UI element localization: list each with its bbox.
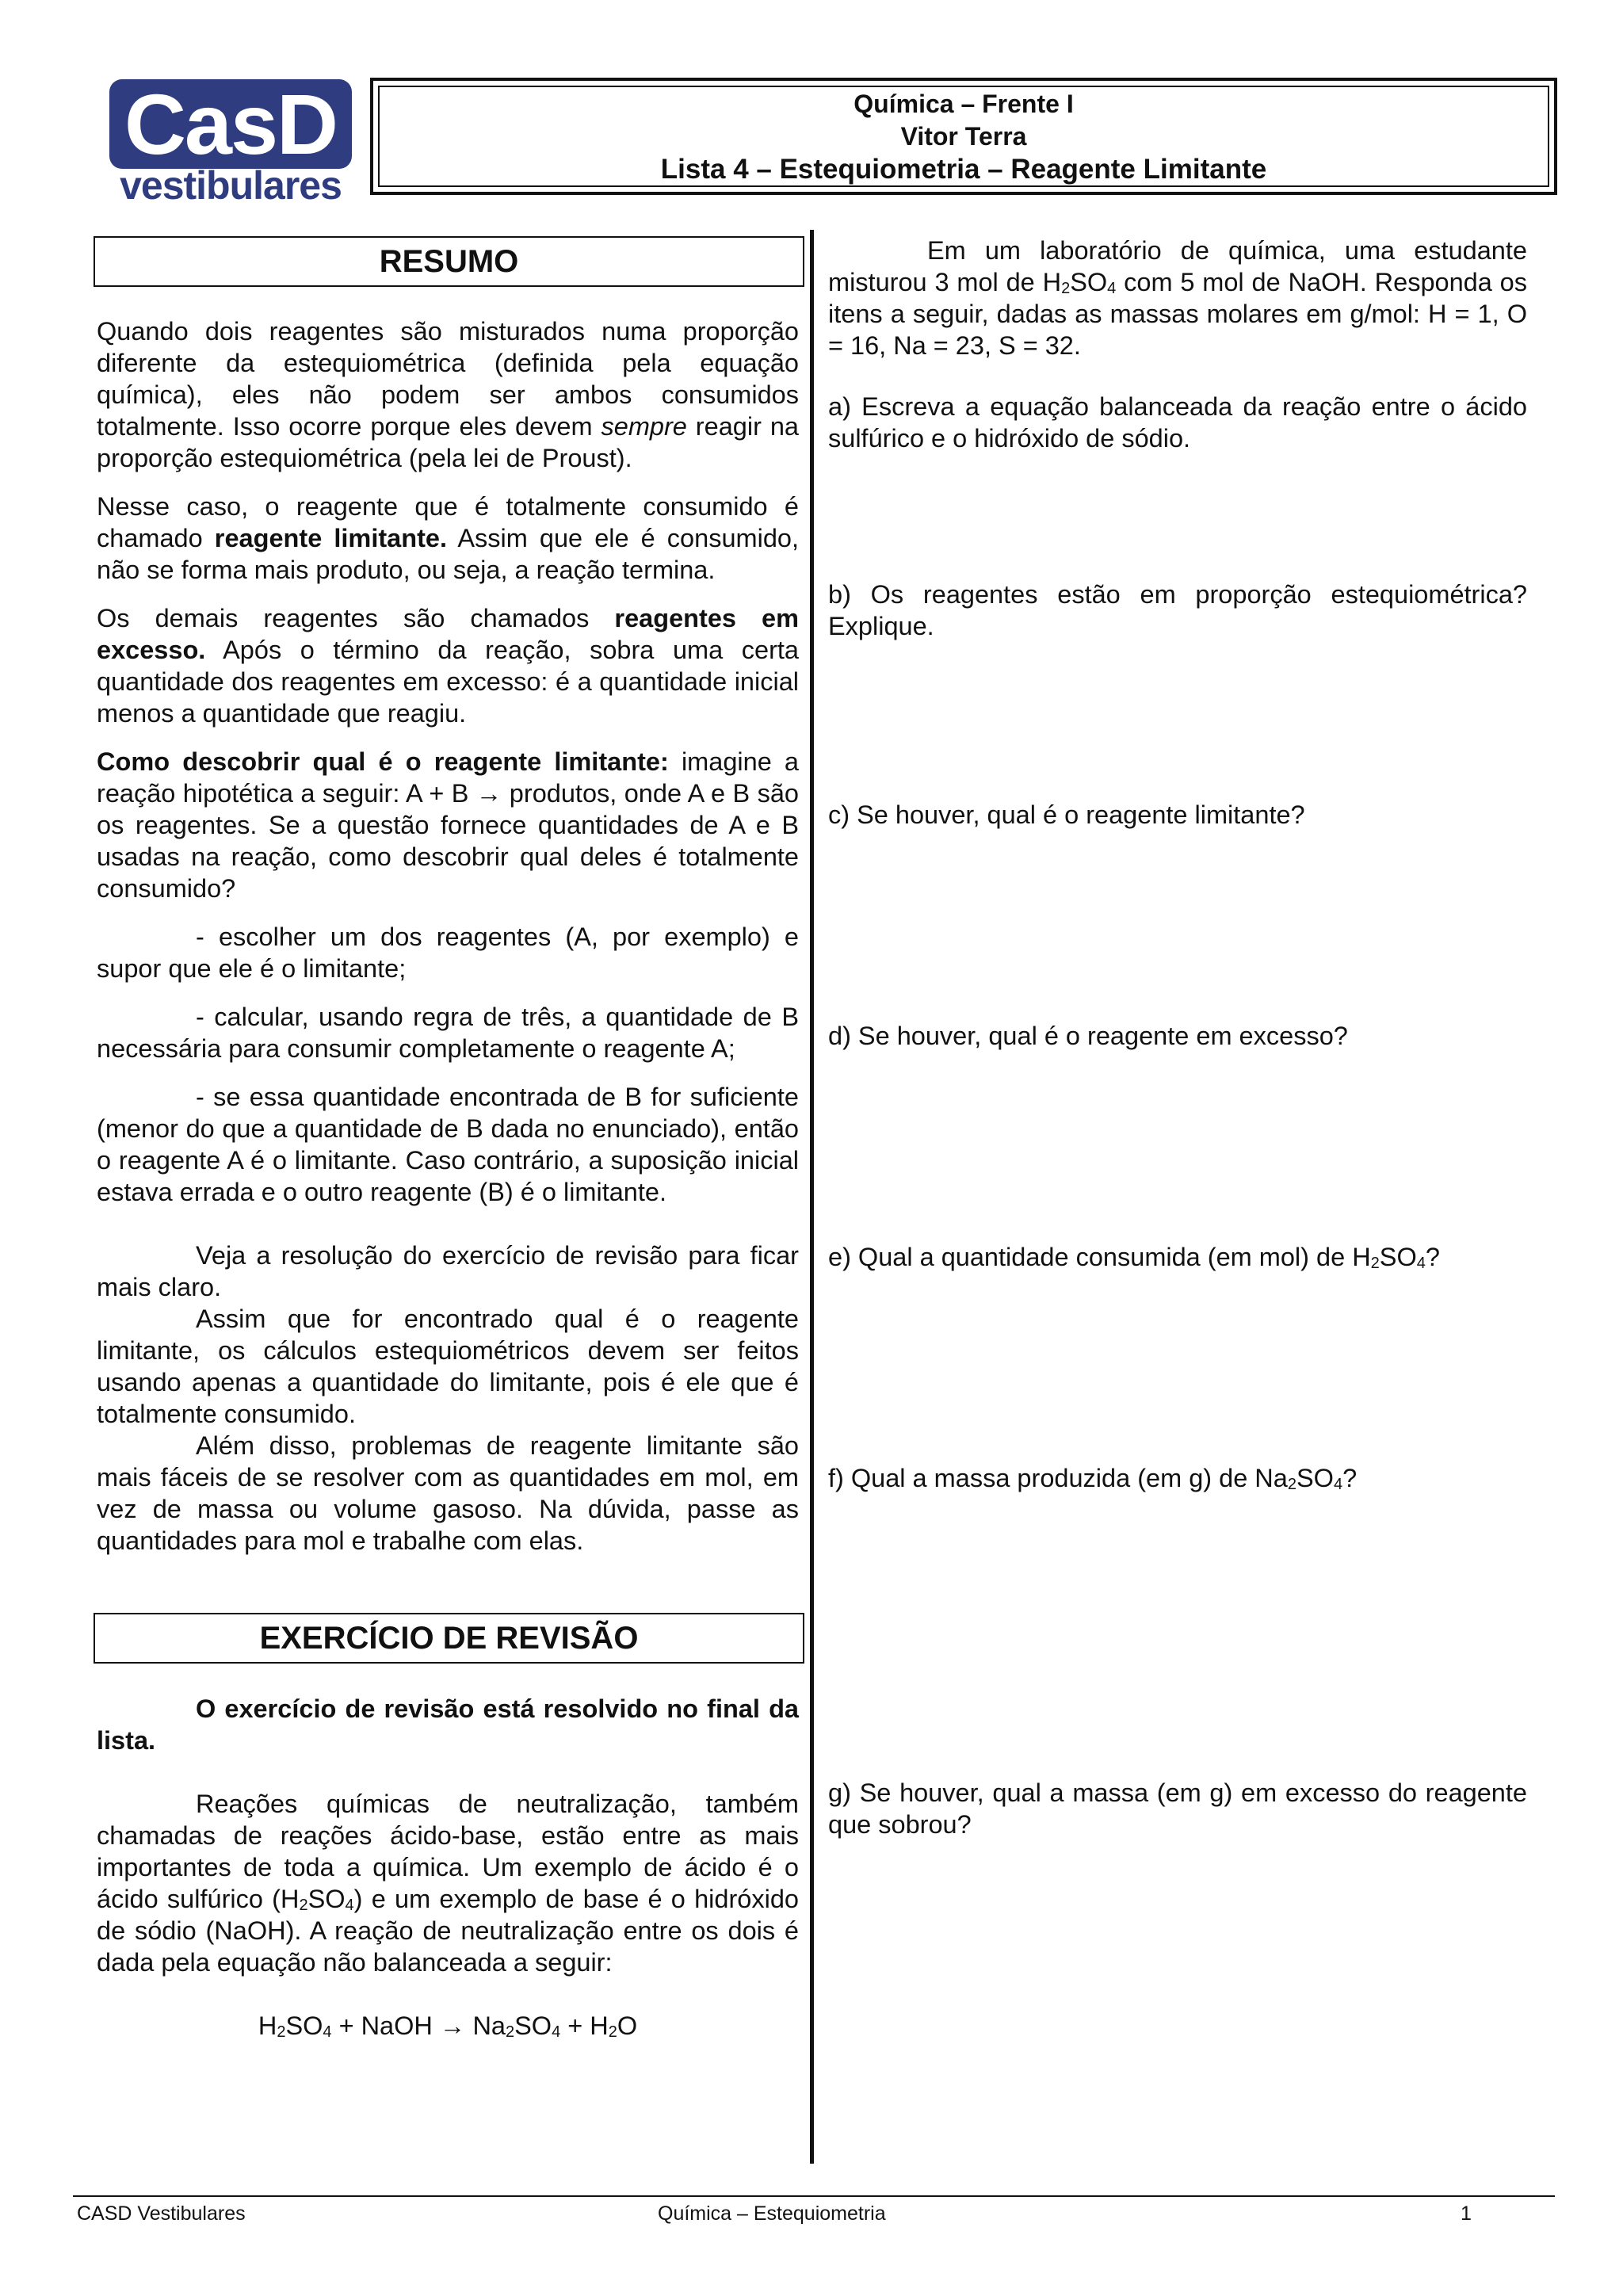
question-f: f) Qual a massa produzida (em g) de $Na_2SO_4$?	[828, 1464, 1358, 1493]
revisao-note: O exercício de revisão está resolvido no final da lista.	[97, 1694, 799, 1755]
footer-left: CASD Vestibulares	[77, 2202, 246, 2225]
resumo-paragraph-3: Os demais reagentes são chamados reagentes em excesso. Após o término da reação, sobra uma certa quantidade dos reagentes em excesso: é a quantidade inicial menos a quantidade que reagiu.	[97, 604, 799, 728]
resumo-paragraph-10: Além disso, problemas de reagente limitante são mais fáceis de se resolver com as quantidades em mol, em vez de massa ou volume gasoso. Na dúvida, passe as quantidades para mol e trabalhe com elas.	[97, 1431, 799, 1555]
revisao-paragraph: Reações químicas de neutralização, também chamadas de reações ácido-base, estão entre as mais importantes de toda a química. Um exemplo de ácido é o ácido sulfúrico $(H_2SO_4)$ e um exemplo de base é o hidróxido de sódio (NaOH). A reação de neutralização entre os dois é dada pela equação não balanceada a seguir:	[97, 1790, 799, 1977]
title-box-inner	[378, 86, 1549, 187]
question-intro: Em um laboratório de química, uma estudante misturou 3 mol de $H_2SO_4$ com 5 mol de NaOH. Responda os itens a seguir, dadas as massas molares em g/mol: H = 1, O = 16, Na = 23, S = 32.	[828, 236, 1527, 360]
resumo-heading-box	[94, 236, 804, 287]
column-divider	[810, 230, 814, 2164]
resumo-step-2: - calcular, usando regra de três, a quantidade de B necessária para consumir completamente o reagente A;	[97, 1003, 799, 1063]
revisao-body	[97, 1693, 799, 2042]
resumo-paragraph-2: Nesse caso, o reagente que é totalmente consumido é chamado reagente limitante. Assim que ele é consumido, não se forma mais produto, ou seja, a reação termina.	[97, 492, 800, 584]
subject-title: Química – Frente I	[854, 89, 1074, 118]
list-title: Lista 4 – Estequiometria – Reagente Limitante	[660, 153, 1267, 185]
resumo-paragraph-4: Como descobrir qual é o reagente limitante: imagine a reação hipotética a seguir: A + B → produtos, onde A e B são os reagentes. Se a questão fornece quantidades de A e B usadas na reação, como descobrir qual deles é totalmente consumido?	[97, 747, 799, 903]
footer-rule	[73, 2195, 1555, 2197]
page-number: 1	[1461, 2202, 1472, 2225]
casd-logo	[109, 76, 352, 208]
resumo-paragraph-8: Veja a resolução do exercício de revisão para ficar mais claro.	[97, 1241, 799, 1301]
resumo-paragraph-1: Quando dois reagentes são misturados numa proporção diferente da estequiométrica (definida pela equação química), eles não podem ser ambos consumidos totalmente. Isso ocorre porque eles devem sempre reagir na proporção estequiométrica (pela lei de Proust).	[97, 317, 799, 472]
revisao-heading: EXERCÍCIO DE REVISÃO	[259, 1621, 639, 1656]
resumo-heading: RESUMO	[379, 244, 519, 279]
title-box	[370, 78, 1557, 195]
question-c: c) Se houver, qual é o reagente limitante?	[828, 800, 1305, 829]
question-e: e) Qual a quantidade consumida (em mol) de $H_2SO_4$?	[828, 1243, 1440, 1272]
question-b: b) Os reagentes estão em proporção estequiométrica? Explique.	[828, 580, 1527, 640]
resumo-step-1: - escolher um dos reagentes (A, por exemplo) e supor que ele é o limitante;	[97, 923, 799, 983]
logo-sub-text: vestibulares	[120, 163, 342, 208]
author-name: Vitor Terra	[900, 121, 1027, 151]
footer-center: Química – Estequiometria	[658, 2202, 886, 2225]
question-a: a) Escreva a equação balanceada da reação entre o ácido sulfúrico e o hidróxido de sódio.	[828, 392, 1527, 453]
resumo-paragraph-9: Assim que for encontrado qual é o reagente limitante, os cálculos estequiométricos devem ser feitos usando apenas a quantidade do limitante, pois é ele que é totalmente consumido.	[97, 1305, 799, 1428]
resumo-body	[97, 315, 799, 1557]
revisao-heading-box	[94, 1613, 804, 1664]
logo-main-text: CasD	[109, 79, 352, 169]
question-g: g) Se houver, qual a massa (em g) em excesso do reagente que sobrou?	[828, 1778, 1527, 1839]
unbalanced-equation: $H_2SO_4$ + NaOH → $Na_2SO_4 + H_2O$	[258, 2011, 638, 2041]
question-d: d) Se houver, qual é o reagente em excesso?	[828, 1022, 1348, 1050]
resumo-step-3: - se essa quantidade encontrada de B for suficiente (menor do que a quantidade de B dada no enunciado), então o reagente A é o limitante. Caso contrário, a suposição inicial estava errada e o outro reagente (B) é o limitante.	[97, 1083, 799, 1206]
